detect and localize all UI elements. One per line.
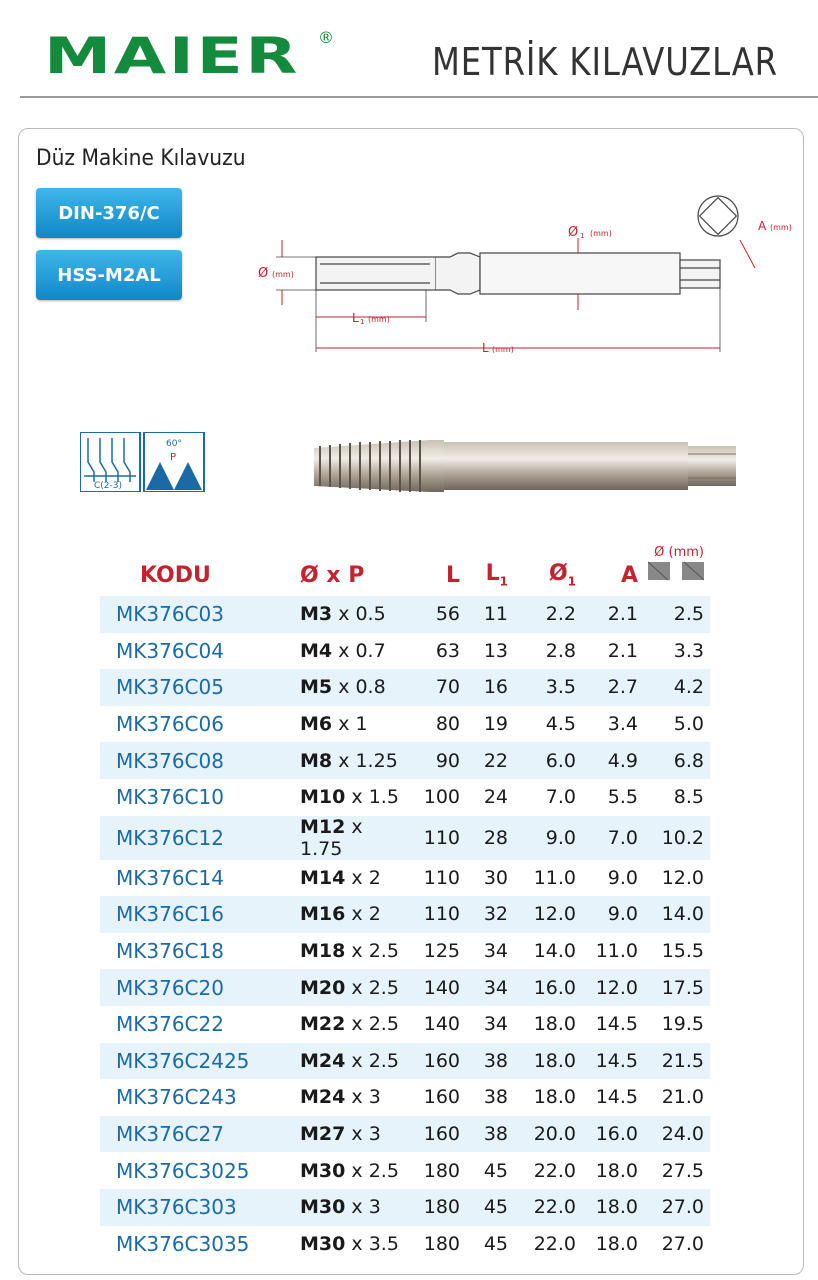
code-cell: MK376C303 [100, 1189, 300, 1226]
shank-diameter-unit: (mm) [590, 229, 612, 238]
specifications-table [100, 530, 710, 1262]
size-cell [300, 1189, 410, 1226]
table-row [100, 1006, 710, 1043]
size-cell [300, 1043, 410, 1080]
size-cell [300, 1079, 410, 1116]
registered-mark: ® [318, 28, 334, 47]
thread-length-cell: 45 [460, 1189, 508, 1226]
shank-diameter-cell: 3.5 [508, 669, 576, 706]
shank-diameter-cell: 9.0 [508, 816, 576, 860]
code-cell: MK376C14 [116, 865, 224, 890]
header-divider [20, 96, 818, 98]
shank-diameter-label: Ø [568, 225, 579, 240]
shank-diameter-cell: 18.0 [533, 1013, 576, 1036]
thread-length-cell: 13 [483, 639, 508, 662]
square-cell: 14.5 [595, 1013, 638, 1036]
thread-pitch: x 3 [351, 1086, 381, 1109]
drill-diameter-cell: 19.5 [661, 1013, 704, 1036]
shank-diameter-cell: 16.0 [508, 969, 576, 1006]
shank-diameter-cell: 18.0 [508, 1043, 576, 1080]
thread-length-cell: 30 [483, 866, 508, 889]
thread-length-label: L [352, 311, 359, 325]
code-cell: MK376C2425 [100, 1043, 300, 1080]
table-row [100, 816, 710, 860]
thread-size: M10 [300, 786, 346, 809]
size-cell [300, 779, 410, 816]
shank-diameter-cell: 7.0 [545, 786, 576, 809]
drill-diameter-cell: 27.5 [661, 1159, 704, 1182]
header-drill-hole [638, 530, 710, 596]
shank-diameter-sub: 1 [580, 232, 585, 240]
shank-diameter-cell: 20.0 [508, 1116, 576, 1153]
thread-length-cell: 38 [460, 1116, 508, 1153]
header-shank-diameter-label: Ø [548, 560, 568, 586]
size-cell [300, 742, 410, 779]
header-length: L [445, 563, 460, 588]
length-cell: 180 [410, 1189, 460, 1226]
thread-pitch: x 3 [351, 1123, 381, 1146]
section-title: Düz Makine Kılavuzu [36, 146, 246, 171]
code-cell: MK376C10 [116, 785, 224, 810]
square-cell: 18.0 [595, 1232, 638, 1255]
code-cell: MK376C06 [116, 712, 224, 737]
table-row [100, 933, 710, 970]
code-cell: MK376C22 [116, 1012, 224, 1037]
thread-pitch: x 2 [351, 866, 381, 889]
thread-pitch: x 1 [338, 713, 368, 736]
thread-size: M24 [300, 1049, 346, 1072]
length-cell: 160 [410, 1116, 460, 1153]
thread-profile-icons [80, 432, 206, 492]
table-row [100, 1043, 710, 1080]
table-header-row [100, 530, 710, 596]
table-row [100, 669, 710, 706]
length-cell: 110 [423, 866, 460, 889]
drill-diameter-cell: 15.5 [661, 940, 704, 963]
square-cell: 12.0 [576, 969, 638, 1006]
thread-length-cell: 34 [460, 969, 508, 1006]
thread-pitch: x 2 [351, 903, 381, 926]
size-cell [300, 896, 410, 933]
header-code: KODU [140, 563, 211, 588]
table-row [100, 633, 710, 670]
length-cell: 140 [410, 969, 460, 1006]
drill-diameter-cell: 8.5 [673, 786, 704, 809]
table-row [100, 742, 710, 779]
length-cell: 180 [423, 1232, 460, 1255]
code-cell: MK376C08 [100, 742, 300, 779]
thread-size: M16 [300, 903, 346, 926]
code-cell: MK376C243 [116, 1085, 237, 1110]
table-row [100, 596, 710, 633]
drill-diameter-cell: 4.2 [638, 669, 710, 706]
thread-length-cell: 38 [460, 1043, 508, 1080]
thread-length-unit: (mm) [368, 315, 390, 324]
page-header [0, 0, 818, 98]
code-cell: MK376C05 [100, 669, 300, 706]
thread-pitch: x 2.5 [351, 976, 399, 999]
header-thread-length-sub: 1 [499, 574, 508, 588]
square-cell: 14.5 [595, 1086, 638, 1109]
thread-pitch: x 2.5 [351, 1159, 399, 1182]
thread-size: M12 [300, 815, 346, 838]
square-cell: 2.1 [576, 596, 638, 633]
thread-length-cell: 16 [460, 669, 508, 706]
table-row [100, 896, 710, 933]
square-size-label: A [758, 219, 767, 233]
drill-diameter-cell: 10.2 [638, 816, 710, 860]
square-cell: 7.0 [576, 816, 638, 860]
length-cell: 80 [435, 713, 460, 736]
table-row [100, 1226, 710, 1263]
chamfer-label: C(2-3) [94, 481, 123, 491]
square-cell: 9.0 [576, 896, 638, 933]
thread-length-cell: 32 [460, 896, 508, 933]
page-title: METRİK KILAVUZLAR [432, 40, 778, 84]
drill-diameter-cell: 2.5 [638, 596, 710, 633]
header-shank-diameter [508, 530, 576, 596]
code-cell: MK376C12 [100, 816, 300, 860]
standard-badge: DIN-376/C [36, 188, 182, 238]
thread-size: M18 [300, 940, 346, 963]
code-cell: MK376C18 [116, 939, 224, 964]
size-cell [300, 669, 410, 706]
size-cell [300, 816, 410, 860]
thread-size: M30 [300, 1196, 346, 1219]
table-row [100, 1189, 710, 1226]
size-cell [300, 969, 410, 1006]
thread-size: M30 [300, 1159, 346, 1182]
thread-pitch: x 1.5 [351, 786, 399, 809]
table-row [100, 1116, 710, 1153]
thread-size: M20 [300, 976, 346, 999]
tap-product-image [310, 430, 740, 502]
table-row [100, 1152, 710, 1189]
size-cell [300, 596, 410, 633]
thread-length-cell: 45 [483, 1232, 508, 1255]
table-row [100, 706, 710, 743]
tap-technical-drawing [250, 180, 810, 380]
length-cell: 160 [423, 1086, 460, 1109]
thread-length-cell: 19 [483, 713, 508, 736]
size-cell [300, 860, 410, 897]
header-diameter-pitch: Ø x P [300, 563, 365, 588]
thread-length-sub: 1 [360, 318, 365, 326]
square-cell: 16.0 [576, 1116, 638, 1153]
thread-length-cell: 24 [483, 786, 508, 809]
thread-pitch: x 0.7 [338, 639, 386, 662]
square-cell: 2.7 [576, 669, 638, 706]
thread-size: M22 [300, 1013, 346, 1036]
thread-pitch: x 0.5 [338, 603, 386, 626]
diameter-label: Ø [258, 266, 269, 281]
shank-diameter-cell: 2.2 [508, 596, 576, 633]
thread-size: M30 [300, 1232, 346, 1255]
thread-size: M6 [300, 713, 333, 736]
length-cell: 56 [410, 596, 460, 633]
thread-length-cell: 45 [483, 1159, 508, 1182]
square-cell: 18.0 [595, 1159, 638, 1182]
header-thread-length [460, 530, 508, 596]
thread-pitch: x 2.5 [351, 1013, 399, 1036]
drill-diameter-cell: 5.0 [673, 713, 704, 736]
square-cell: 2.1 [607, 639, 638, 662]
thread-length-cell: 34 [483, 1013, 508, 1036]
length-cell: 125 [423, 940, 460, 963]
shank-diameter-cell: 4.5 [545, 713, 576, 736]
shank-diameter-cell: 22.0 [533, 1159, 576, 1182]
drill-diameter-cell: 3.3 [673, 639, 704, 662]
thread-pitch: x 3 [351, 1196, 381, 1219]
square-cell: 18.0 [576, 1189, 638, 1226]
thread-size: M5 [300, 676, 333, 699]
square-cell: 14.5 [576, 1043, 638, 1080]
total-length-label: L [482, 341, 489, 355]
drill-diameter-cell: 21.0 [661, 1086, 704, 1109]
table-row [100, 1079, 710, 1116]
total-length-unit: (mm) [492, 345, 514, 354]
size-cell [300, 1226, 410, 1263]
drill-diameter-cell: 21.5 [638, 1043, 710, 1080]
length-cell: 110 [410, 896, 460, 933]
length-cell: 100 [423, 786, 460, 809]
thread-size: M24 [300, 1086, 346, 1109]
thread-length-cell: 11 [460, 596, 508, 633]
drill-diameter-cell: 14.0 [638, 896, 710, 933]
shank-diameter-cell: 6.0 [508, 742, 576, 779]
header-shank-diameter-sub: 1 [567, 574, 576, 588]
length-cell: 70 [410, 669, 460, 706]
drill-diameter-cell: 27.0 [638, 1189, 710, 1226]
drill-hole-icon [648, 560, 704, 582]
code-cell: MK376C04 [116, 638, 224, 663]
size-cell [300, 1116, 410, 1153]
table-row [100, 969, 710, 1006]
table-row [100, 860, 710, 897]
pitch-label: P [170, 452, 177, 463]
thread-length-cell: 28 [460, 816, 508, 860]
size-cell [300, 1006, 410, 1043]
diameter-unit: (mm) [272, 270, 294, 279]
drill-diameter-cell: 6.8 [638, 742, 710, 779]
thread-size: M14 [300, 866, 346, 889]
thread-size: M8 [300, 749, 333, 772]
size-cell [300, 1152, 410, 1189]
square-size-unit: (mm) [770, 223, 792, 232]
thread-length-cell: 22 [460, 742, 508, 779]
thread-size: M4 [300, 639, 333, 662]
thread-length-cell: 38 [483, 1086, 508, 1109]
shank-diameter-cell: 12.0 [508, 896, 576, 933]
thread-pitch: x 3.5 [351, 1232, 399, 1255]
code-cell: MK376C3035 [116, 1231, 250, 1256]
drill-diameter-cell: 12.0 [661, 866, 704, 889]
square-cell: 3.4 [607, 713, 638, 736]
header-thread-length-label: L [485, 560, 500, 586]
shank-diameter-cell: 22.0 [508, 1189, 576, 1226]
shank-diameter-cell: 18.0 [533, 1086, 576, 1109]
length-cell: 110 [410, 816, 460, 860]
shank-diameter-cell: 2.8 [545, 639, 576, 662]
length-cell: 140 [423, 1013, 460, 1036]
thread-pitch: x 2.5 [351, 1049, 399, 1072]
drill-diameter-cell: 27.0 [661, 1232, 704, 1255]
shank-diameter-cell: 11.0 [533, 866, 576, 889]
thread-size: M27 [300, 1123, 346, 1146]
code-cell: MK376C27 [100, 1116, 300, 1153]
code-cell: MK376C20 [100, 969, 300, 1006]
angle-label: 60° [166, 439, 182, 449]
size-cell [300, 706, 410, 743]
header-square: A [620, 563, 638, 588]
code-cell: MK376C03 [100, 596, 300, 633]
code-cell: MK376C16 [100, 896, 300, 933]
square-cell: 4.9 [576, 742, 638, 779]
header-drill-hole-label: Ø (mm) [654, 545, 704, 560]
square-cell: 9.0 [607, 866, 638, 889]
thread-pitch: x 0.8 [338, 676, 386, 699]
thread-pitch: x 2.5 [351, 940, 399, 963]
thread-length-cell: 34 [483, 940, 508, 963]
size-cell [300, 633, 410, 670]
shank-diameter-cell: 22.0 [533, 1232, 576, 1255]
length-cell: 90 [410, 742, 460, 779]
code-cell: MK376C3025 [116, 1158, 250, 1183]
brand-logo: MAIER [44, 27, 301, 85]
material-badge: HSS-M2AL [36, 250, 182, 300]
thread-pitch: x 1.25 [338, 749, 398, 772]
square-cell: 11.0 [595, 940, 638, 963]
drill-diameter-cell: 17.5 [638, 969, 710, 1006]
size-cell [300, 933, 410, 970]
drill-diameter-cell: 24.0 [638, 1116, 710, 1153]
length-cell: 160 [410, 1043, 460, 1080]
thread-pitch: x 1.75 [300, 815, 363, 860]
thread-size: M3 [300, 603, 333, 626]
square-cell: 5.5 [607, 786, 638, 809]
shank-diameter-cell: 14.0 [533, 940, 576, 963]
length-cell: 180 [423, 1159, 460, 1182]
table-row [100, 779, 710, 816]
length-cell: 63 [435, 639, 460, 662]
